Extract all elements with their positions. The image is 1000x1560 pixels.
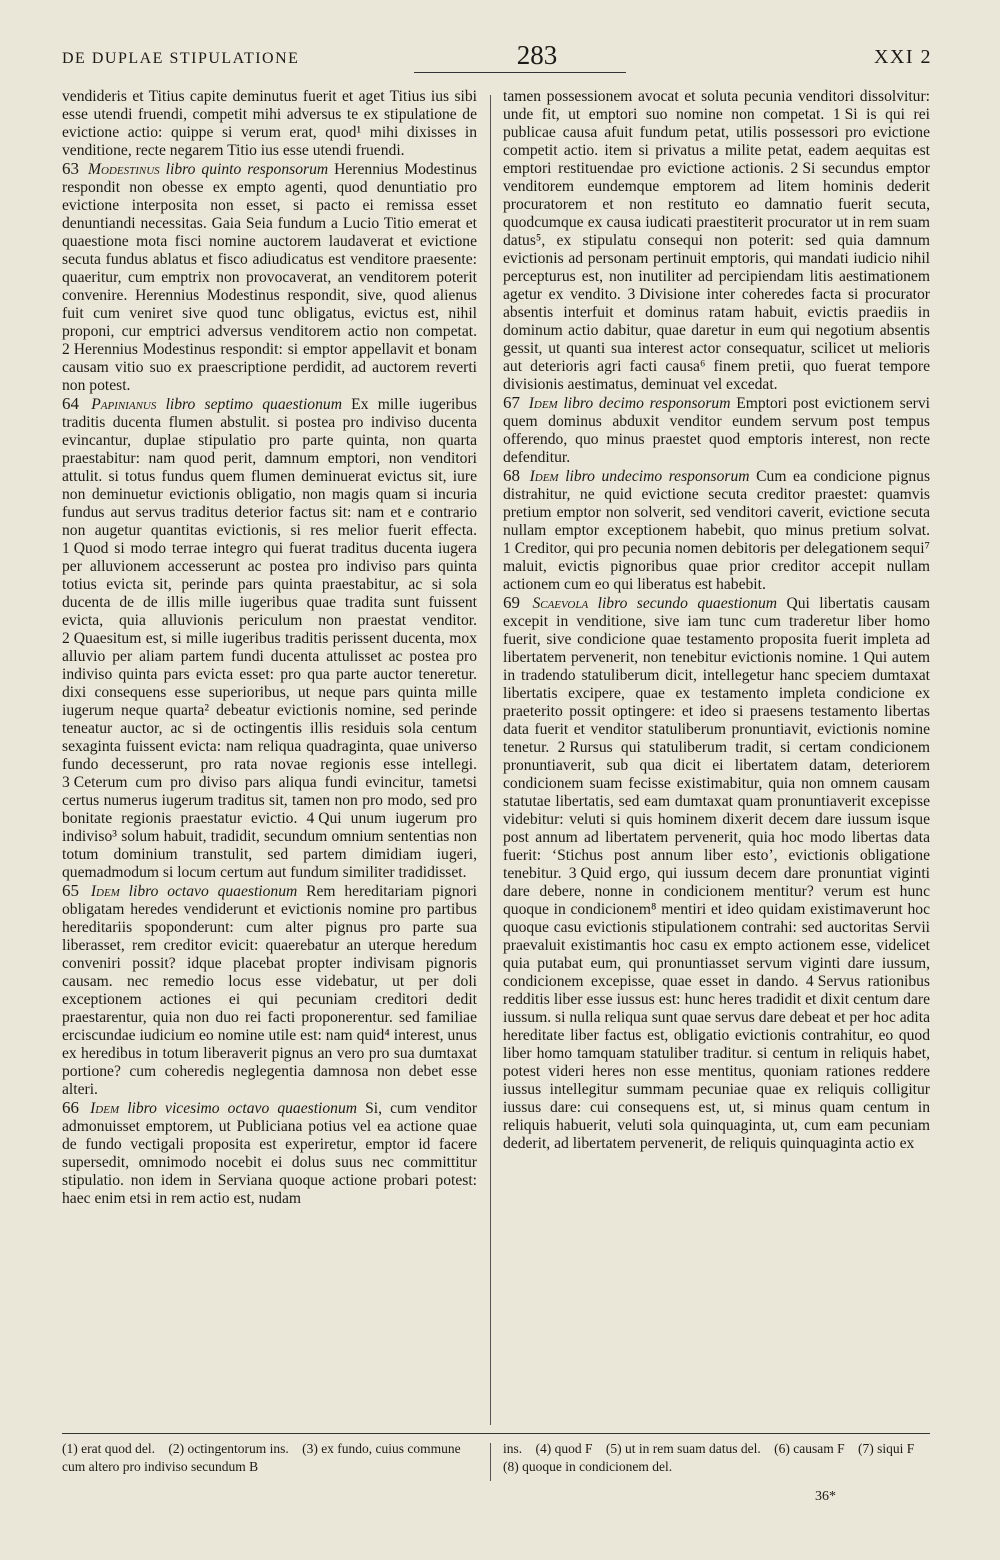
inscription [532, 595, 777, 612]
paragraph-text: Rursus qui statuliberum tradit, si certam condicionem pronuntiaverit, sub qua dicit ei libertatem datam, deteriorem condicionem suam fecisse existimabitur, quia non omnem causam statutae libertatis, sed eam dumtaxat quam pronuntiaverit excepisse videbitur: veluti si quis hominem dixerit decem dare iussum isque post annum ad libertatem pervenerit, quia hoc modo libertas data fuerit: ‘Stichus post annum liber esto’, evictionis obligatione tenebitur. [503, 739, 930, 882]
inscription [90, 1100, 357, 1117]
paragraph-number: 4 [306, 810, 315, 827]
fragment-number: 67 [503, 393, 520, 412]
fragment-text: Rem hereditariam pignori obligatam heredes vendiderunt et evictionis nomine pro partibus hereditariis spoponderunt: cum alter pignus pro parte sua liberasset, rem creditor evicit: quaerebatur an uterque heredum conveniri possit? idque placebat propter indivisam pignoris causam. nec remedio locus esse videbatur, ut per doli exceptionem actiones ei qui pecuniam creditori dedit praestarentur, quia non duo rei facti proponerentur. sed familiae erciscundae iudicium eo nomine utile est: nam quid⁴ interest, unus ex heredibus in totum liberaverit pignus an vero pro sua dumtaxat portione? cum coheredis neglegentia damnosa non debet esse alteri. [62, 883, 477, 1098]
footnote-divider [490, 1443, 491, 1481]
fragment-number: 69 [503, 593, 520, 612]
running-title: DE DUPLAE STIPULATIONE [62, 50, 300, 67]
fragment-67 [503, 394, 930, 467]
fragment-number: 68 [503, 466, 520, 485]
page-number: 283 [516, 40, 558, 70]
inscription [530, 468, 750, 485]
paragraph-text: Servus rationibus redditis liber esse iussus est: hunc heres tradidit et dixit centum dare iussum. si nulla reliqua sunt quae servus dare debeat et per hoc adita hereditate liber factus est, obligatio evictionis contrahitur, eo quod liber homo tamquam statuliber traditur. si centum in reliquis habet, potest videri heres non esse mentitus, quoniam rationes reddere iussus intellegitur summam pecuniae quae ex reliquis colligitur iussus dare: cui consequens est, ut, si minus quam centum in reliquis habuerit, veluti sola quinquaginta, ut, cum eam pecuniam dederit, ad libertatem pervenerit, de reliquis quinquaginta actio ex [503, 973, 931, 1152]
paragraph-number: 4 [805, 973, 814, 990]
work-title: libro undecimo responsorum [565, 468, 750, 485]
paragraph-text: Divisione inter coheredes facta si procurator absentis interfuit et dominus ratam habuit, evictis praediis in dominum actio dabitur, quae daretur in eum qui negotium absentis gessit, ut quanti sua interest actor consequatur, scilicet ut melioris aut deterioris agri facti causa⁶ finem pretii, quo fuerat tempore divisionis aestimatus, deminuat vel excedat. [503, 286, 930, 393]
fragment-text: Herennius Modestinus respondit non obesse ex empto agenti, quod denuntiatio pro evictione interposita non esset, si pacto ei remissa esset denuntiandi necessitas. Gaia Seia fundum a Lucio Titio emerat et quaestione mota fisci nomine auctorem laudaverat et evictione secuta fundus ablatus et fisco adiudicatus est venditore praesente: quaeritur, cum emptrix non provocaverat, an venditorem poterit convenire. Herennius Modestinus respondit, sive, quod alienus fuit cum veniret sive quod tunc obligatus, evictus est, nihil proponi, cur emptrici adversus venditorem actio non competat. [62, 161, 477, 340]
footnote: ins. [503, 1441, 523, 1456]
paragraph-text: Qui unum iugerum pro indiviso³ solum habuit, tradidit, secundum omnium sententias non totum dominium transtulit, sed partem dimidiam iugeri, quemadmodum si locum certum aut fundum similiter tradidisset. [62, 810, 478, 881]
work-title: libro secundo quaestionum [597, 595, 778, 612]
paragraph: vendideris et Titius capite deminutus fuerit et aget Titius ius sibi esse utendi fruendi, competit mihi adversus te ex stipulatione de evictione actio: quippe si verum erat, quod¹ mihi dixisses in venditione, recte negarem Titio ius esse utendi fruendi. [62, 88, 477, 159]
jurist-name: Modestinus [88, 161, 160, 178]
paragraph-number: 3 [62, 774, 70, 791]
jurist-name: Papinianus [91, 396, 157, 413]
footnote: (2) octingentorum ins. [168, 1441, 289, 1456]
paragraph-number: 1 [832, 106, 841, 123]
jurist-name: Idem [528, 395, 558, 412]
fragment-text: Si, cum venditor admonuisset emptorem, ut Publiciana potius vel ea actione quae de fundo vectigali proposita est experiretur, emptor id facere supersedit, omnimodo nocebit ei dolus suus nec committitur stipulatio. non idem in Serviana quoque actione probari potest: haec enim etsi in rem actio est, nudam [62, 1100, 478, 1207]
paragraph-text: Quaesitum est, si mille iugeribus traditis perissent ducenta, mox alluvio per aliam partem fundi ducenta attulisset ac postea pro indiviso quinta pars evicta esset: pro qua parte auctor teneretur. dixi consequens esse superioribus, ut neque pars quinta mille iugerum neque quarta² debeatur evictionis nomine, sed perinde teneatur auctor, ac si de octingentis illis residuis sola centum sexaginta fuissent evicta: nam reliqua quadraginta, quae universo fundo decesserunt, pro rata novae regionis esse intellegi. [62, 630, 477, 773]
fragment-63 [62, 160, 477, 395]
left-column [62, 88, 477, 1208]
footnote: (5) ut in rem suam datus del. [605, 1441, 761, 1456]
fragment-text: Cum ea condicione pignus distrahitur, ne quid evictione secuta creditor praestet: quamvis pretium emptor non solverit, sed venditori caverit, evictione secuta nullam emptor exceptionem habebit, quo minus pretium solvat. [503, 468, 931, 539]
footnote: (3) ex fundo, cuius commune cum altero pro indiviso secundum B [62, 1441, 461, 1474]
paragraph-number: 2 [62, 341, 70, 358]
paragraph-text: Creditor, qui pro pecunia nomen debitoris per delegationem sequi⁷ maluit, evictis pignoribus quae prior creditor accepit nullam actionem cum eo qui liberatus est habebit. [503, 540, 930, 593]
footnotes-right [503, 1440, 933, 1476]
paragraph-text: Ceterum cum pro diviso pars aliqua fundi evincitur, tametsi certus numerus iugerum traditus sit, tamen non pro modo, sed pro bonitate regionis praestatur evictio. [62, 774, 477, 827]
footnote-rule [62, 1433, 930, 1434]
work-title: libro quinto responsorum [165, 161, 329, 178]
jurist-name: Idem [90, 1100, 120, 1117]
paragraph-number: 1 [503, 540, 511, 557]
work-title: libro decimo responsorum [563, 395, 731, 412]
page-header [62, 40, 932, 80]
paragraph-number: 2 [62, 630, 70, 647]
work-title: libro octavo quaestionum [128, 883, 298, 900]
footnote: (6) causam F [774, 1441, 845, 1456]
paragraph-number: 1 [851, 649, 860, 666]
fragment-66 [62, 1099, 477, 1208]
continuation [503, 88, 930, 394]
fragment-69 [503, 594, 930, 1153]
jurist-name: Scaevola [532, 595, 589, 612]
paragraph-number: 3 [627, 286, 636, 303]
paragraph-number: 1 [62, 540, 70, 557]
paragraph-text: Qui autem in tradendo statuliberum dicit, intellegetur hanc speciem dumtaxat libertatis excipere, quae ex testamento impleta condicione ex praeterito possit optingere: et ideo si praesens testamento libertas data fuerit et venditor statuliberum pronuntiavit, evictionis nomine tenetur. [503, 649, 931, 756]
footnote: (7) siqui F [857, 1441, 915, 1456]
jurist-name: Idem [529, 468, 559, 485]
fragment-65 [62, 882, 477, 1099]
footnote: (1) erat quod del. [62, 1441, 155, 1456]
book-title-reference: XXI 2 [873, 46, 932, 68]
column-divider [490, 95, 491, 1425]
fragment-number: 65 [62, 881, 79, 900]
footnote: (4) quod F [535, 1441, 593, 1456]
footnote: (8) quoque in condicionem del. [503, 1459, 673, 1474]
inscription [529, 395, 731, 412]
paragraph-text: Quid ergo, qui iussum decem dare pronuntiat viginti dare debere, nonne in condicionem mentitur? verum est hunc quoque in condicionem⁸ mentiri et ideo quidam existimaverunt hoc quoque casu evictionis stipulationem contrahi: sed auctoritas Servii praevaluit existimantis hoc casu ex empto actionem esse, videlicet quia putabat eum, qui pronuntiasset servum viginti dare iussum, condicionem excepisse, quae esset in dando. [503, 865, 930, 990]
fragment-text: Ex mille iugeribus traditis ducenta flumen abstulit. si postea pro indiviso ducenta evincantur, duplae stipulatio pro parte quinta, non quarta praestabitur: nam quod perit, damnum emptori, non venditori attulit. si totus fundus quem flumen deminuerat evictus sit, iure non deminuetur evictionis obligatio, non magis quam si incuria fundus aut servus traditus deterior factus sit: nam et e contrario non augetur quantitas evictionis, si res melior fuerit effecta. [62, 396, 477, 539]
paragraph-text: Quod si modo terrae integro qui fuerat traditus ducenta iugera per alluvionem accesserunt ac postea pro indiviso pars quinta totius evicta sit, perinde pars quinta praestabitur, ac si sola ducenta de de illis mille iugeribus quae tradita sunt fuissent evicta, quia alluvionis periculum non praestat venditor. [62, 540, 477, 629]
fragment-text: Qui libertatis causam excepit in venditione, sive iam tunc cum traderetur liber homo fuerit, sive condicione quae testamento proposita fuerit impleta ad libertatem pervenerit, non tenebitur evictionis nomine. [503, 595, 931, 666]
work-title: libro vicesimo octavo quaestionum [127, 1100, 358, 1117]
inscription [91, 883, 297, 900]
paragraph-number: 2 [790, 160, 799, 177]
work-title: libro septimo quaestionum [165, 396, 342, 413]
paragraph-number: 2 [557, 739, 566, 756]
fragment-number: 64 [62, 394, 79, 413]
header-rule [414, 72, 626, 73]
paragraph-number: 3 [568, 865, 577, 882]
fragment-64 [62, 395, 477, 882]
signature-mark: 36* [815, 1489, 836, 1504]
fragment-text: Emptori post evictionem servi quem dominus abduxit venditor eundem servum post tempus offerendo, quo minus praestet quod emptoris interest, non recte defenditur. [503, 395, 930, 466]
fragment-number: 63 [62, 159, 79, 178]
paragraph-text: Herennius Modestinus respondit: si emptor appellavit et bonam causam vitio suo ex praescriptione perdidit, ad auctorem reverti non potest. [62, 341, 477, 394]
inscription [88, 161, 328, 178]
jurist-name: Idem [90, 883, 120, 900]
right-column [503, 88, 930, 1153]
footnotes-left [62, 1440, 480, 1476]
paragraph-text: tamen possessionem avocat et soluta pecunia venditori dissolvitur: unde fit, ut emptori suo nomine non competat. [503, 88, 930, 123]
inscription [91, 396, 342, 413]
paragraph-text: Si secundus emptor venditorem eundemque emptorem ad litem hominis dederit procuratorem et non restituto eo damnatio fuerit secuta, quodcumque ex causa iudicati praestiterit procurator ut in rem suam datus⁵, ex stipulatu consequi non poterit: sed quia damnum evictionis ad personam pertinuit emptoris, qui mandati iudicio nihil percepturus est, non inutiliter ad percipiendam litis aestimationem agetur ex vendito. [503, 160, 930, 303]
fragment-number: 66 [62, 1098, 79, 1117]
fragment-68 [503, 467, 930, 594]
paragraph-text: Si is qui rei publicae causa afuit fundum petat, utilis possessori pro evictione competit actio. item si privatus a milite petat, eadem aequitas est emptori restituendae pro evictione actionis. [503, 106, 930, 177]
